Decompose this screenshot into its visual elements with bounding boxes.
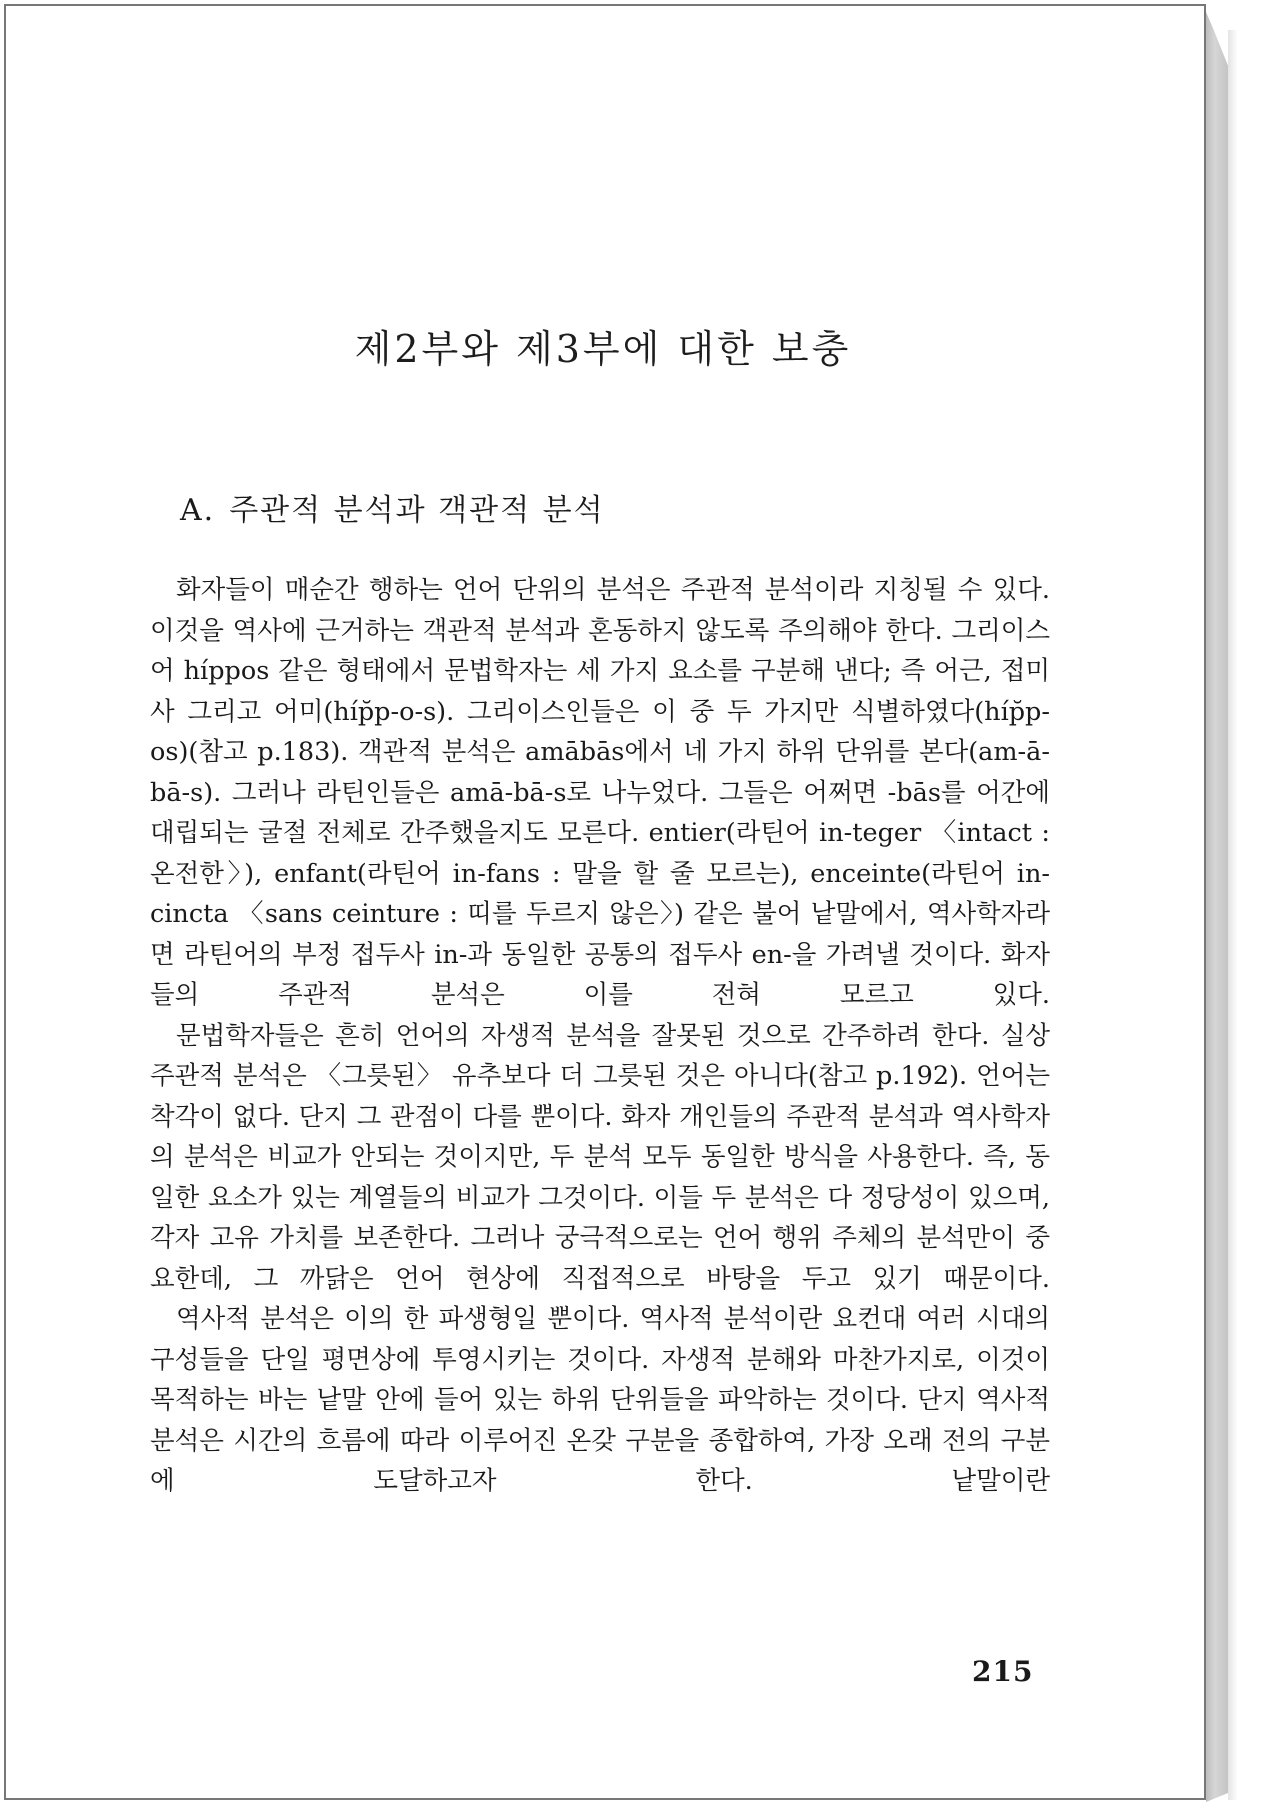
page-shadow — [1228, 30, 1238, 1800]
paragraph-1: 화자들이 매순간 행하는 언어 단위의 분석은 주관적 분석이라 지칭될 수 있다. 이것을 역사에 근거하는 객관적 분석과 혼동하지 않도록 주의해야 한다. 그리이스어 híppos 같은 형태에서 문법학자는 세 가지 요소를 구분해 낸다; 즉 어근, 접미사 그리고 어미(híp̆p-o-s). 그리이스인들은 이 중 두 가지만 식별하였다(híp̆p-os)(참고 p.183). 객관적 분석은 amābās에서 네 가지 하위 단위를 본다(am-ā-bā-s). 그러나 라틴인들은 amā-bā-s로 나누었다. 그들은 어쩌면 -bās를 어간에 대립되는 굴절 전체로 간주했을지도 모른다. entier(라틴어 in-teger 〈intact : 온전한〉), enfant(라틴어 in-fans : 말을 할 줄 모르는), enceinte(라틴어 in-cincta 〈sans ceinture : 띠를 두르지 않은〉) 같은 불어 낱말에서, 역사학자라면 라틴어의 부정 접두사 in-과 동일한 공통의 접두사 en-을 가려낼 것이다. 화자들의 주관적 분석은 이를 전혀 모르고 있다. — [150, 575, 1050, 1010]
section-title: 주관적 분석과 객관적 분석 — [229, 493, 605, 528]
page-edge — [1206, 12, 1228, 1802]
paragraph-3: 역사적 분석은 이의 한 파생형일 뿐이다. 역사적 분석이란 요컨대 여러 시대의 구성들을 단일 평면상에 투영시키는 것이다. 자생적 분해와 마찬가지로, 이것이 목적하는 바는 낱말 안에 들어 있는 하위 단위들을 파악하는 것이다. 단지 역사적 분석은 시간의 흐름에 따라 이루어진 온갖 구분을 종합하여, 가장 오래 전의 구분에 도달하고자 한다. 낱말이란 — [150, 1304, 1050, 1496]
body-text — [150, 570, 1050, 1502]
page-number: 215 — [972, 1655, 1034, 1688]
chapter-title: 제2부와 제3부에 대한 보충 — [354, 327, 852, 371]
section-label: A. — [180, 493, 216, 528]
paragraph-2: 문법학자들은 흔히 언어의 자생적 분석을 잘못된 것으로 간주하려 한다. 실상 주관적 분석은 〈그릇된〉 유추보다 더 그릇된 것은 아니다(참고 p.192). 언어는 착각이 없다. 단지 그 관점이 다를 뿐이다. 화자 개인들의 주관적 분석과 역사학자의 분석은 비교가 안되는 것이지만, 두 분석 모두 동일한 방식을 사용한다. 즉, 동일한 요소가 있는 계열들의 비교가 그것이다. 이들 두 분석은 다 정당성이 있으며, 각자 고유 가치를 보존한다. 그러나 궁극적으로는 언어 행위 주체의 분석만이 중요한데, 그 까닭은 언어 현상에 직접적으로 바탕을 두고 있기 때문이다. — [150, 1020, 1050, 1294]
section-heading — [180, 485, 605, 529]
